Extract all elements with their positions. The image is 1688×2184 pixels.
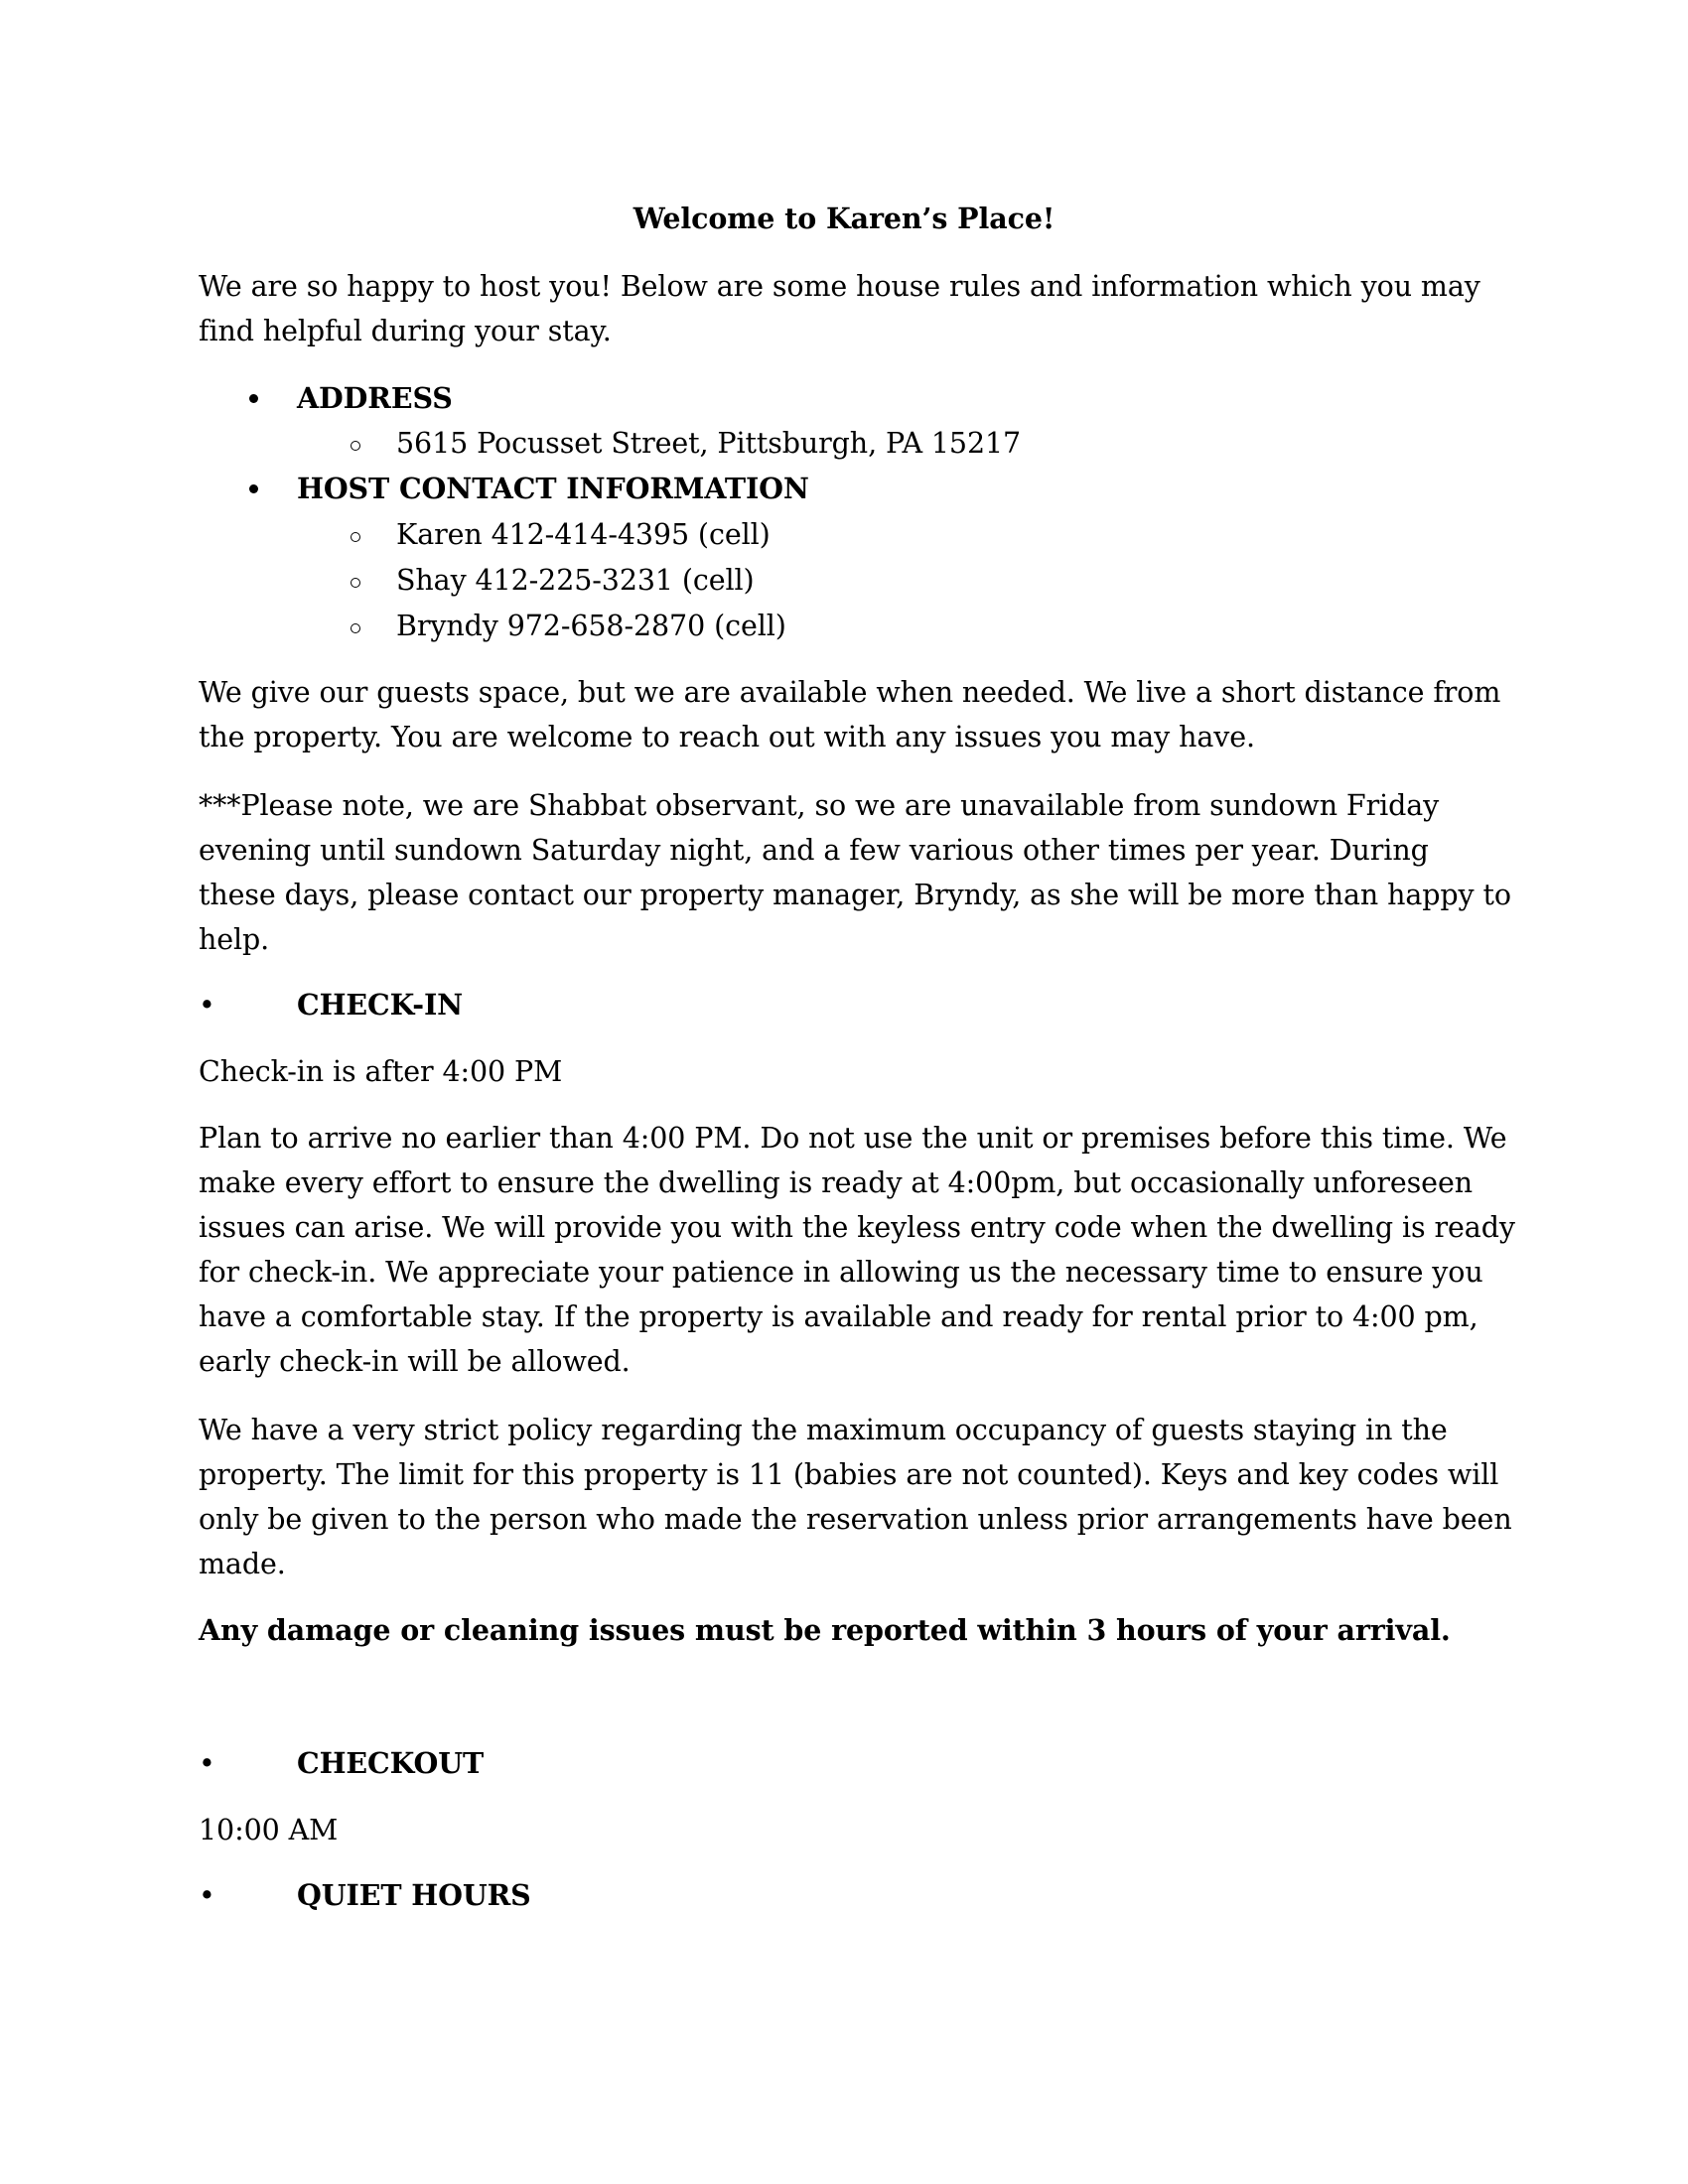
checkout-heading: CHECKOUT [297, 1746, 485, 1780]
checkin-para-line: issues can arise. We will provide you with the keyless entry code when the dwelling is ready [199, 1211, 1515, 1244]
occupancy-line: property. The limit for this property is 11 (babies are not counted). Keys and key codes will [199, 1458, 1499, 1491]
checkin-para-line: make every effort to ensure the dwelling is ready at 4:00pm, but occasionally unforeseen [199, 1166, 1473, 1199]
address-heading: ADDRESS [297, 381, 453, 415]
checkin-bullet: • [199, 989, 215, 1022]
quiet-hours-bullet: • [199, 1879, 215, 1912]
contact-item: Bryndy 972-658-2870 (cell) [396, 610, 786, 642]
checkin-time: Check-in is after 4:00 PM [199, 1055, 563, 1088]
damage-notice: Any damage or cleaning issues must be reported within 3 hours of your arrival. [199, 1613, 1451, 1647]
contact-item: Karen 412-414-4395 (cell) [396, 518, 771, 551]
checkout-bullet: • [199, 1747, 215, 1780]
bullet-circle-icon [351, 532, 360, 542]
bullet-circle-icon [351, 623, 360, 633]
checkin-heading: CHECK-IN [297, 988, 464, 1022]
checkin-para-line: for check-in. We appreciate your patience in allowing us the necessary time to ensure you [199, 1256, 1483, 1289]
page-title: Welcome to Karen’s Place! [633, 202, 1055, 235]
address-value: 5615 Pocusset Street, Pittsburgh, PA 15217 [396, 427, 1022, 460]
host-contact-heading: HOST CONTACT INFORMATION [297, 472, 809, 505]
intro-line-2: find helpful during your stay. [199, 315, 612, 347]
checkin-para-line: have a comfortable stay. If the property is available and ready for rental prior to 4:00 pm, [199, 1300, 1478, 1333]
intro-line-1: We are so happy to host you! Below are some house rules and information which you may [199, 270, 1480, 303]
occupancy-line: made. [199, 1548, 286, 1580]
bullet-disc-icon [249, 484, 258, 493]
occupancy-line: We have a very strict policy regarding the maximum occupancy of guests staying in the [199, 1414, 1448, 1446]
availability-line-1: We give our guests space, but we are available when needed. We live a short distance from [199, 676, 1501, 709]
checkout-time: 10:00 AM [199, 1814, 339, 1846]
checkin-para-line: early check-in will be allowed. [199, 1345, 631, 1378]
quiet-hours-heading: QUIET HOURS [297, 1878, 531, 1912]
contact-item: Shay 412-225-3231 (cell) [396, 564, 755, 597]
shabbat-line-3: these days, please contact our property manager, Bryndy, as she will be more than happy to [199, 879, 1511, 911]
occupancy-line: only be given to the person who made the reservation unless prior arrangements have been [199, 1503, 1512, 1536]
shabbat-line-1: ***Please note, we are Shabbat observant, so we are unavailable from sundown Friday [199, 789, 1440, 822]
availability-line-2: the property. You are welcome to reach out with any issues you may have. [199, 721, 1256, 753]
shabbat-line-4: help. [199, 923, 270, 956]
checkin-para-line: Plan to arrive no earlier than 4:00 PM. Do not use the unit or premises before this time. We [199, 1122, 1507, 1155]
bullet-circle-icon [351, 578, 360, 588]
bullet-circle-icon [351, 441, 360, 451]
bullet-disc-icon [249, 394, 258, 403]
shabbat-line-2: evening until sundown Saturday night, and a few various other times per year. During [199, 834, 1429, 867]
